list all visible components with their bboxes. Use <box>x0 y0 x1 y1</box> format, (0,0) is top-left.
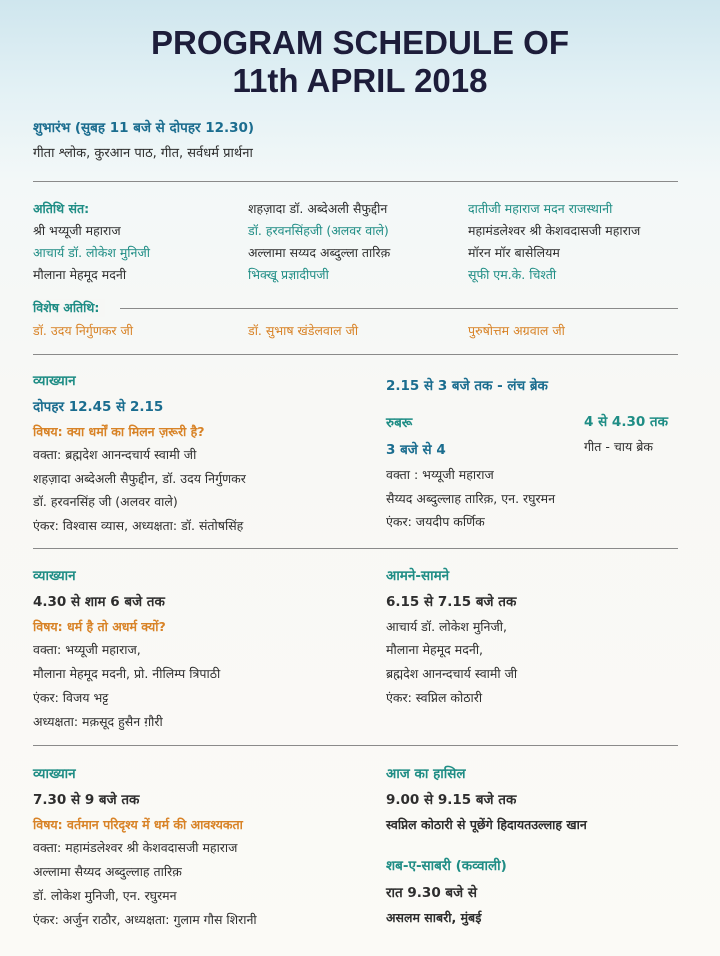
session3-line3: ब्रह्मदेश आनन्दचार्य स्वामी जी <box>386 666 518 681</box>
divider <box>33 181 678 182</box>
session6-line: असलम साबरी, मुंबई <box>386 910 482 925</box>
rubaru-time: 3 बजे से 4 <box>386 442 446 458</box>
session6-time: रात 9.30 बजे से <box>386 885 477 901</box>
divider <box>33 354 678 355</box>
session1-line2: शहज़ादा अब्देअली सैफुद्दीन, डॉ. उदय निर्गुणकर <box>33 471 246 486</box>
session2-line2: मौलाना मेहमूद मदनी, प्रो. नीलिम्प त्रिपाठी <box>33 666 221 681</box>
guest-col2-1: शहज़ादा डॉ. अब्देअली सैफुद्दीन <box>248 201 388 216</box>
guests-label: अतिथि संत: <box>33 201 90 216</box>
session4-line3: डॉ. लोकेश मुनिजी, एन. रघुरमन <box>33 888 177 903</box>
special-guest-2: डॉ. सुभाष खंडेलवाल जी <box>248 323 359 338</box>
session4-label: व्याख्यान <box>33 766 76 782</box>
page-title-line2: 11th APRIL 2018 <box>232 62 488 99</box>
session4-topic: विषय: वर्तमान परिदृश्य में धर्म की आवश्यकता <box>33 817 243 832</box>
session1-line1: वक्ता: ब्रह्मदेश आनन्दचार्य स्वामी जी <box>33 447 197 462</box>
rubaru-label: रुबरू <box>386 415 413 431</box>
session3-line4: एंकर: स्वप्निल कोठारी <box>386 690 483 705</box>
session4-line1: वक्ता: महामंडलेश्वर श्री केशवदासजी महाराज <box>33 840 238 855</box>
guest-col1-3: मौलाना मेहमूद मदनी <box>33 267 127 282</box>
session5-time: 9.00 से 9.15 बजे तक <box>386 792 517 808</box>
rubaru-line3: एंकर: जयदीप कर्णिक <box>386 514 485 529</box>
session1-topic: विषय: क्या धर्मों का मिलन ज़रूरी है? <box>33 424 205 439</box>
opening-heading: शुभारंभ (सुबह 11 बजे से दोपहर 12.30) <box>33 120 255 136</box>
special-guest-3: पुरुषोत्तम अग्रवाल जी <box>468 323 565 338</box>
session6-label: शब-ए-साबरी (कव्वाली) <box>386 858 507 874</box>
special-divider <box>120 308 678 309</box>
session3-line2: मौलाना मेहमूद मदनी, <box>386 642 484 657</box>
session1-time: दोपहर 12.45 से 2.15 <box>33 399 164 415</box>
session2-line4: अध्यक्षता: मक़सूद हुसैन ग़ौरी <box>33 714 163 729</box>
session3-label: आमने-सामने <box>386 568 450 584</box>
opening-detail: गीता श्लोक, कुरआन पाठ, गीत, सर्वधर्म प्रार्थना <box>33 146 253 161</box>
session3-time: 6.15 से 7.15 बजे तक <box>386 594 517 610</box>
session3-line1: आचार्य डॉ. लोकेश मुनिजी, <box>386 619 507 634</box>
rubaru-line1: वक्ता : भय्यूजी महाराज <box>386 467 494 482</box>
session4-time: 7.30 से 9 बजे तक <box>33 792 140 808</box>
session4-line2: अल्लामा सैय्यद अब्दुल्लाह तारिक़ <box>33 864 182 879</box>
session5-line: स्वप्निल कोठारी से पूछेंगे हिदायतउल्लाह खान <box>386 817 587 832</box>
guest-col3-3: मॉरन मॉर बासेलियम <box>468 245 560 260</box>
guest-col3-2: महामंडलेश्वर श्री केशवदासजी महाराज <box>468 223 641 238</box>
lunch-break: 2.15 से 3 बजे तक - लंच ब्रेक <box>386 378 548 394</box>
page-title-line1: PROGRAM SCHEDULE OF <box>150 24 569 61</box>
session1-label: व्याख्यान <box>33 373 76 389</box>
tea-time: 4 से 4.30 तक <box>584 414 668 430</box>
session2-line1: वक्ता: भय्यूजी महाराज, <box>33 642 141 657</box>
session2-topic: विषय: धर्म है तो अधर्म क्यों? <box>33 619 166 634</box>
divider <box>33 745 678 746</box>
session2-label: व्याख्यान <box>33 568 76 584</box>
guest-col3-4: सूफी एम.के. चिश्ती <box>468 267 557 282</box>
special-guest-1: डॉ. उदय निर्गुणकर जी <box>33 323 134 338</box>
session2-line3: एंकर: विजय भट्ट <box>33 690 109 705</box>
guest-col1-1: श्री भय्यूजी महाराज <box>33 223 121 238</box>
session1-line4: एंकर: विश्वास व्यास, अध्यक्षता: डॉ. संतोषसिंह <box>33 518 244 533</box>
guest-col2-3: अल्लामा सय्यद अब्दुल्ला तारिक़ <box>248 245 391 260</box>
divider <box>33 548 678 549</box>
tea-label: गीत - चाय ब्रेक <box>584 439 653 454</box>
session2-time: 4.30 से शाम 6 बजे तक <box>33 594 165 610</box>
session4-line4: एंकर: अर्जुन राठौर, अध्यक्षता: गुलाम गौस शिरानी <box>33 912 257 927</box>
guest-col3-1: दातीजी महाराज मदन राजस्थानी <box>468 201 613 216</box>
rubaru-line2: सैय्यद अब्दुल्लाह तारिक़, एन. रघुरमन <box>386 491 556 506</box>
special-label: विशेष अतिथि: <box>33 299 105 317</box>
session1-line3: डॉ. हरवनसिंह जी (अलवर वाले) <box>33 494 178 509</box>
guest-col2-2: डॉ. हरवनसिंहजी (अलवर वाले) <box>248 223 389 238</box>
session5-label: आज का हासिल <box>386 766 466 782</box>
guest-col1-2: आचार्य डॉ. लोकेश मुनिजी <box>33 245 150 260</box>
guest-col2-4: भिक्खू प्रज्ञादीपजी <box>248 267 329 282</box>
